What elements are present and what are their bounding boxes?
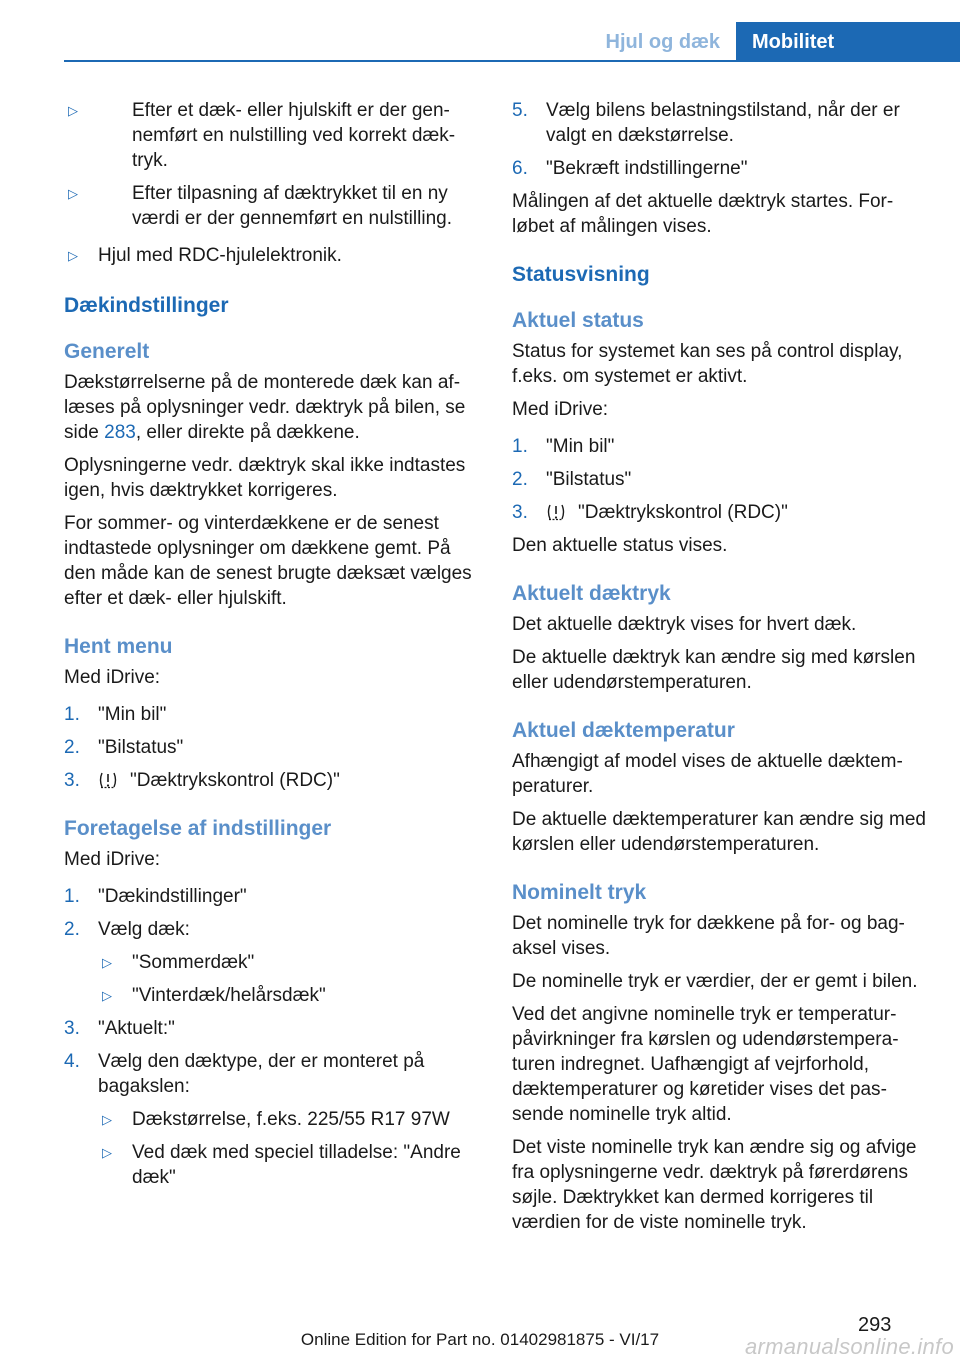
step-text: "Aktuelt:" [98,1018,175,1039]
sub-bullet-item [64,181,478,231]
step-number: 2. [64,737,80,758]
tire-pressure-warning-icon [98,771,118,789]
bullet-item [64,243,478,268]
triangle-bullet-icon: ▷ [102,1112,112,1127]
paragraph: Ved det angivne nominelle tryk er temperaturpåvirkninger fra kørslen og udendørstemperaturen indregnet. Uafhængigt af vejrforhold, dæktemperaturer og køretider vises det passende nominelle tryk altid. [512,1004,899,1125]
heading-daekindstillinger: Dækindstillinger [64,294,229,317]
step-number: 2. [64,919,80,940]
heading-aktuel-daektemperatur: Aktuel dæktemperatur [512,719,735,742]
right-column [512,98,928,1243]
page-number: 293 [858,1314,892,1336]
sub-bullet-item [64,98,478,173]
numbered-step [64,702,478,727]
step-text: "Dæktrykskontrol (RDC)" [130,770,340,791]
sub-bullet-item [98,983,478,1008]
numbered-step [64,1016,478,1041]
sub-bullet-item [98,1140,478,1190]
triangle-bullet-icon: ▷ [68,103,78,118]
bullet-text: Efter tilpasning af dæktrykket til en ny værdi er der gennemført en nulstilling. [132,183,452,229]
heading-generelt: Generelt [64,340,150,363]
chapter-tab-mobilitet[interactable]: Mobilitet [736,22,960,60]
section-tab-hjul-og-daek[interactable]: Hjul og dæk [605,31,720,53]
paragraph: De aktuelle dæktryk kan ændre sig med kørslen eller udendørstemperaturen. [512,647,916,693]
paragraph: Med iDrive: [64,849,161,870]
paragraph: De nominelle tryk er værdier, der er gemt i bilen. [512,971,918,992]
paragraph: Det aktuelle dæktryk vises for hvert dæk. [512,614,857,635]
paragraph: Status for systemet kan ses på control display, f.eks. om systemet er aktivt. [512,341,903,387]
numbered-step [64,884,478,909]
paragraph: Dækstørrelserne på de monterede dæk kan aflæses på oplysninger vedr. dæktryk på bilen, se side 283, eller direkte på dækkene. [64,372,466,443]
triangle-bullet-icon: ▷ [68,186,78,201]
paragraph: Målingen af det aktuelle dæktryk startes. Forløbet af målingen vises. [512,191,894,237]
numbered-step [512,500,928,525]
step-number: 1. [64,886,80,907]
left-column [64,98,478,1198]
header-rule [64,60,960,62]
heading-aktuel-status: Aktuel status [512,309,644,332]
heading-statusvisning: Statusvisning [512,263,650,286]
paragraph: Afhængigt af model vises de aktuelle dæktemperaturer. [512,751,903,797]
paragraph: Med iDrive: [64,667,161,688]
step-number: 4. [64,1051,80,1072]
step-text: Vælg dæk: [98,919,190,940]
step-text: "Bekræft indstillingerne" [546,158,748,179]
tire-pressure-warning-icon [546,503,566,521]
paragraph: De aktuelle dæktemperaturer kan ændre sig med kørslen eller udendørstemperaturen. [512,809,926,855]
step-number: 2. [512,469,528,490]
paragraph: Oplysningerne vedr. dæktryk skal ikke indtastes igen, hvis dæktrykket korrigeres. [64,455,466,501]
sub-bullet-item [98,1107,478,1132]
step-text: "Bilstatus" [546,469,632,490]
watermark: armanualsonline.info [744,1334,954,1359]
step-text: Vælg bilens belastningstilstand, når der er valgt en dækstørrelse. [546,100,900,146]
edition-footer: Online Edition for Part no. 01402981875 - VI/17 [300,1330,660,1349]
step-number: 3. [64,770,80,791]
heading-foretagelse: Foretagelse af indstillinger [64,817,332,840]
sub-bullet-item [98,950,478,975]
numbered-step [512,467,928,492]
bullet-text: "Vinterdæk/helårsdæk" [132,985,326,1006]
step-number: 3. [512,502,528,523]
paragraph: Med iDrive: [512,399,609,420]
numbered-step [64,917,478,942]
triangle-bullet-icon: ▷ [102,955,112,970]
step-number: 5. [512,100,528,121]
step-number: 3. [64,1018,80,1039]
numbered-step [64,735,478,760]
paragraph: For sommer- og vinterdækkene er de senest indtastede oplysninger om dækkene gemt. På den måde kan de senest brugte dæksæt vælges efter et dæk- eller hjulskift. [64,513,472,609]
numbered-step [512,156,928,181]
step-text: "Dækindstillinger" [98,886,247,907]
bullet-text: Dækstørrelse, f.eks. 225/55 R17 97W [132,1109,450,1130]
step-text: "Dæktrykskontrol (RDC)" [578,502,788,523]
step-text: "Min bil" [546,436,615,457]
paragraph: Det viste nominelle tryk kan ændre sig og afvige fra oplysningerne vedr. dæktryk på førerdørens søjle. Dæktrykket kan dermed korrigeres til værdien for de viste nominelle tryk. [512,1137,917,1233]
step-number: 1. [512,436,528,457]
step-text: "Bilstatus" [98,737,184,758]
page-reference-link[interactable]: 283 [104,422,136,443]
step-text: Vælg den dæktype, der er monteret på bagakslen: [98,1051,425,1097]
bullet-text: Efter et dæk- eller hjulskift er der gennemført en nulstilling ved korrekt dæktryk. [132,100,456,171]
heading-hent-menu: Hent menu [64,635,173,658]
triangle-bullet-icon: ▷ [68,248,78,263]
numbered-step [64,768,478,793]
numbered-step [64,1049,478,1099]
bullet-text: "Sommerdæk" [132,952,255,973]
numbered-step [512,98,928,148]
step-text: "Min bil" [98,704,167,725]
triangle-bullet-icon: ▷ [102,988,112,1003]
step-number: 1. [64,704,80,725]
step-number: 6. [512,158,528,179]
heading-nominelt-tryk: Nominelt tryk [512,881,647,904]
paragraph: Det nominelle tryk for dækkene på for- og bagaksel vises. [512,913,905,959]
triangle-bullet-icon: ▷ [102,1145,112,1160]
bullet-text: Hjul med RDC-hjulelektronik. [98,245,342,266]
numbered-step [512,434,928,459]
bullet-text: Ved dæk med speciel tilladelse: "Andre dæk" [132,1142,461,1188]
heading-aktuelt-daektryk: Aktuelt dæktryk [512,582,671,605]
paragraph: Den aktuelle status vises. [512,535,728,556]
